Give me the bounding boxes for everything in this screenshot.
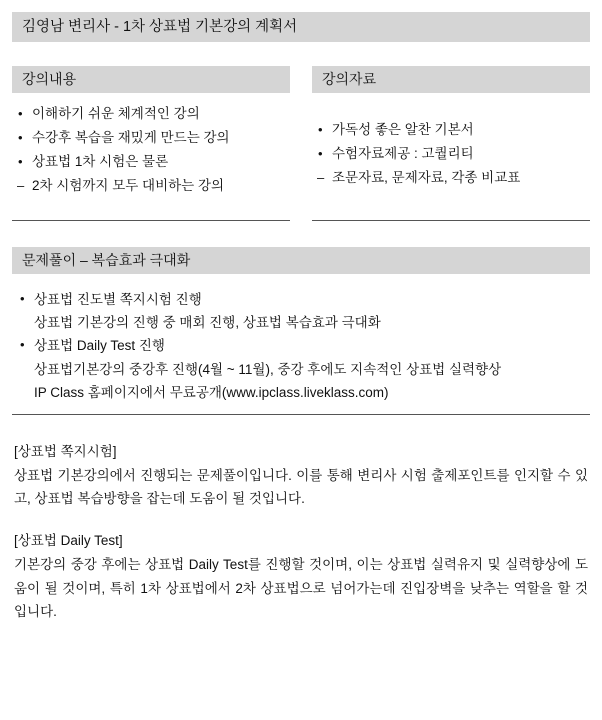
list-item: • 수험자료제공 : 고퀄리티 — [316, 143, 586, 165]
lecture-materials-panel — [312, 66, 590, 221]
problem-line: 상표법 기본강의 진행 중 매회 진행, 상표법 복습효과 극대화 — [34, 315, 381, 331]
problem-line: • 상표법 진도별 쪽지시험 진행 — [18, 288, 584, 311]
list-item: • 상표법 1차 시험은 물론 — [16, 151, 286, 173]
quiz-paragraph-title: [상표법 쪽지시험] — [14, 444, 117, 460]
lecture-content-panel — [12, 66, 290, 221]
list-item: – 2차 시험까지 모두 대비하는 강의 — [16, 175, 286, 197]
quiz-paragraph — [12, 441, 590, 510]
lecture-content-body — [12, 93, 290, 221]
lecture-materials-heading: 강의자료 — [312, 66, 590, 93]
list-item: • 수강후 복습을 재밌게 만드는 강의 — [16, 127, 286, 149]
lecture-content-heading: 강의내용 — [12, 66, 290, 93]
daily-test-paragraph-title: [상표법 Daily Test] — [14, 533, 123, 549]
list-item: • 가독성 좋은 알찬 기본서 — [316, 119, 586, 141]
two-column-section — [12, 66, 590, 221]
problem-solving-heading: 문제풀이 – 복습효과 극대화 — [12, 247, 590, 274]
lecture-materials-list — [316, 119, 586, 189]
daily-test-paragraph — [12, 530, 590, 623]
page-title: 김영남 변리사 - 1차 상표법 기본강의 계획서 — [12, 12, 590, 42]
quiz-paragraph-text: 상표법 기본강의에서 진행되는 문제풀이입니다. 이를 통해 변리사 시험 출제포인트를 인지할 수 있고, 상표법 복습방향을 잡는데 도움이 될 것입니다. — [14, 468, 588, 507]
lecture-materials-body — [312, 93, 590, 221]
problem-line: 상표법기본강의 중강후 진행(4월 ~ 11월), 중강 후에도 지속적인 상표법 실력향상 — [34, 361, 502, 377]
list-item: • 이해하기 쉬운 체계적인 강의 — [16, 103, 286, 125]
daily-test-paragraph-text: 기본강의 중강 후에는 상표법 Daily Test를 진행할 것이며, 이는 상표법 실력유지 및 실력향상에 도움이 될 것이며, 특히 1차 상표법에서 2차 상표법으로 넘어가는데 진입장벽을 낮추는 역할을 할 것입니다. — [14, 557, 588, 619]
problem-solving-body — [12, 284, 590, 415]
problem-line: IP Class 홈페이지에서 무료공개(www.ipclass.liveklass.com) — [34, 384, 389, 400]
problem-line: • 상표법 Daily Test 진행 — [18, 334, 584, 357]
lecture-content-list — [16, 103, 286, 196]
list-item: – 조문자료, 문제자료, 각종 비교표 — [316, 167, 586, 189]
